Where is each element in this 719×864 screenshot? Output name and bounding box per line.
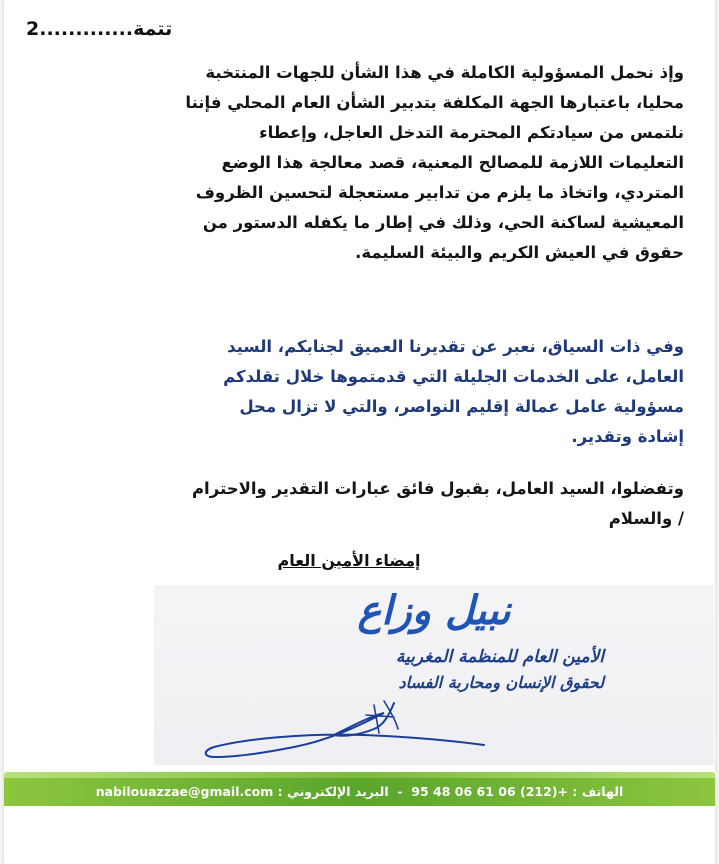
footer-separator: - bbox=[397, 784, 403, 799]
official-stamp bbox=[154, 585, 714, 765]
paragraph-closing bbox=[36, 474, 684, 534]
letter-footer bbox=[4, 770, 715, 812]
paragraph-line: العامل، على الخدمات الجليلة التي قدمتموها خلال تقلدكم bbox=[223, 367, 684, 386]
footer-email-label: البريد الإلكتروني : bbox=[277, 784, 389, 799]
paragraph-appreciation bbox=[36, 332, 684, 452]
stamp-name: نبيل وزاع bbox=[357, 587, 511, 634]
paragraph-responsibility bbox=[36, 58, 684, 268]
paragraph-line: مسؤولية عامل عمالة إقليم النواصر، والتي لا تزال محل bbox=[239, 397, 684, 416]
signature-heading: إمضاء الأمين العام bbox=[277, 551, 421, 570]
stamp-title-line: الأمين العام للمنظمة المغربية bbox=[395, 647, 604, 667]
footer-phone-label: الهاتف : bbox=[572, 784, 624, 799]
footer-contact bbox=[4, 778, 715, 806]
handwritten-signature bbox=[184, 695, 504, 765]
page-continuation-marker: تتمة.............2 bbox=[26, 18, 173, 40]
paragraph-line: إشادة وتقدير. bbox=[571, 427, 684, 446]
footer-phone: 95 48 06 61 06 (212)+ bbox=[411, 784, 569, 799]
paragraph-line: المعيشية لساكنة الحي، وذلك في إطار ما يكفله الدستور من bbox=[202, 213, 684, 232]
paragraph-line: وفي ذات السياق، نعبر عن تقديرنا العميق لجنابكم، السيد bbox=[227, 337, 684, 356]
paragraph-line: وإذ نحمل المسؤولية الكاملة في هذا الشأن للجهات المنتخبة bbox=[205, 63, 684, 82]
paragraph-line: نلتمس من سيادتكم المحترمة التدخل العاجل، وإعطاء bbox=[259, 123, 684, 142]
footer-email: nabilouazzae@gmail.com bbox=[95, 784, 274, 799]
paragraph-line: حقوق في العيش الكريم والبيئة السليمة. bbox=[355, 243, 684, 262]
stamp-organization-line: لحقوق الإنسان ومحاربة الفساد bbox=[398, 673, 604, 692]
paragraph-line: المتردي، واتخاذ ما يلزم من تدابير مستعجلة لتحسين الظروف bbox=[195, 183, 684, 202]
paragraph-line: / والسلام bbox=[608, 509, 684, 528]
letter-page bbox=[4, 0, 715, 864]
paragraph-line: التعليمات اللازمة للمصالح المعنية، قصد معالجة هذا الوضع bbox=[221, 153, 684, 172]
paragraph-line: وتفضلوا، السيد العامل، بقبول فائق عبارات التقدير والاحترام bbox=[191, 479, 684, 498]
paragraph-line: محليا، باعتبارها الجهة المكلفة بتدبير الشأن العام المحلي فإننا bbox=[185, 93, 684, 112]
